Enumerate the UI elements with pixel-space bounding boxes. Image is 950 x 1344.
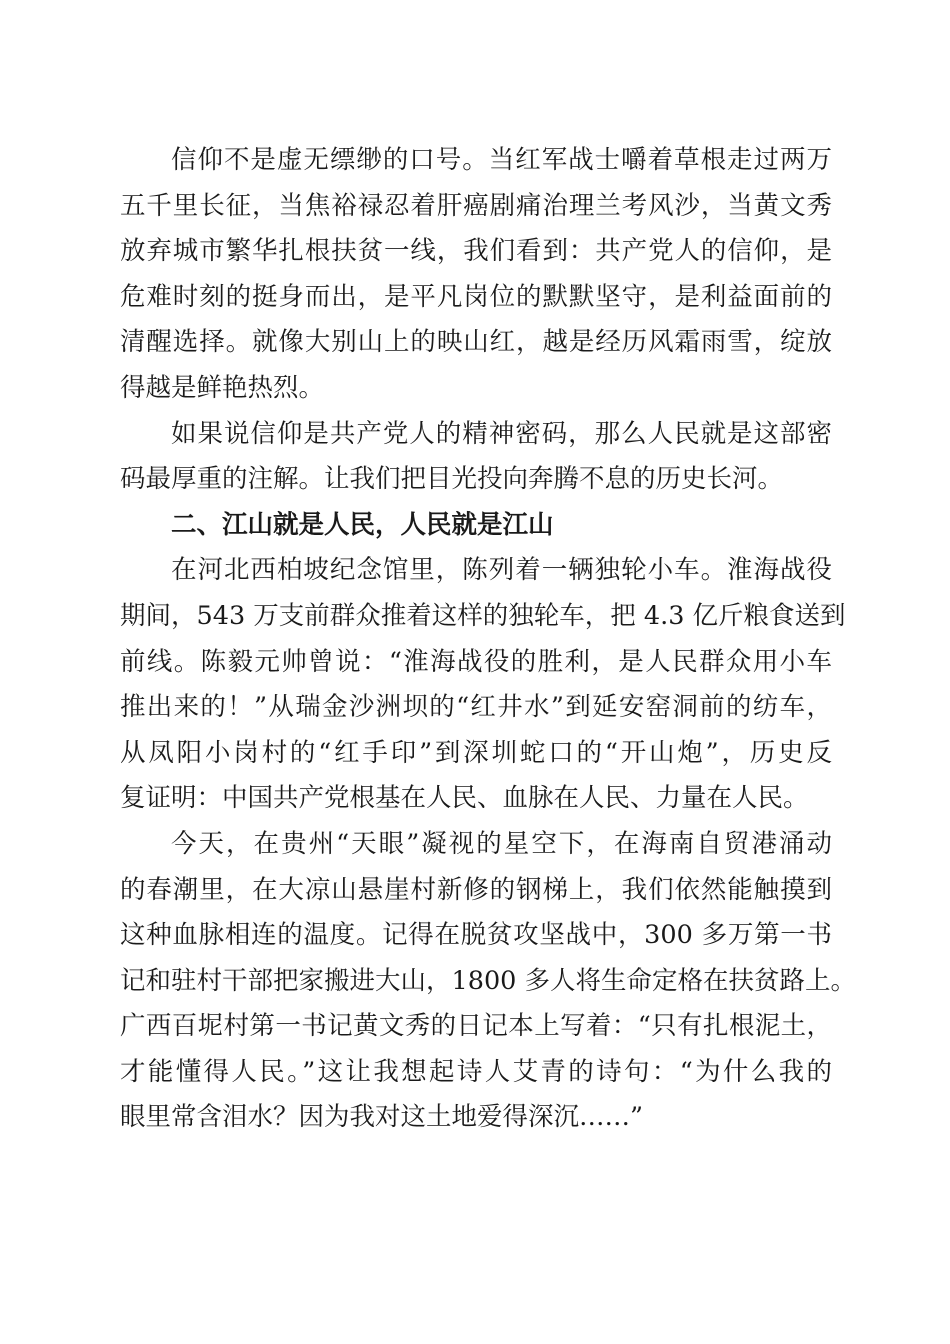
section-heading: 二、江山就是人民，人民就是江山 (171, 509, 554, 540)
paragraph-line: 前线。陈毅元帅曾说：“淮海战役的胜利，是人民群众用小车 (120, 646, 832, 677)
paragraph-line: 信仰不是虚无缥缈的口号。当红军战士嚼着草根走过两万 (171, 145, 832, 175)
paragraph-line: 才能懂得人民。”这让我想起诗人艾青的诗句：“为什么我的 (120, 1056, 832, 1087)
paragraph-line: 如果说信仰是共产党人的精神密码，那么人民就是这部密 (171, 418, 832, 449)
paragraph-line: 在河北西柏坡纪念馆里，陈列着一辆独轮小车。淮海战役 (171, 555, 832, 586)
paragraph-line: 眼里常含泪水？因为我对这土地爱得深沉……” (120, 1102, 644, 1133)
paragraph-line: 码最厚重的注解。让我们把目光投向奔腾不息的历史长河。 (120, 464, 784, 495)
paragraph-line: 危难时刻的挺身而出，是平凡岗位的默默坚守，是利益面前的 (120, 281, 832, 312)
paragraph-line: 期间，543 万支前群众推着这样的独轮车，把 4.3 亿斤粮食送到 (120, 600, 846, 631)
paragraph-line: 这种血脉相连的温度。记得在脱贫攻坚战中，300 多万第一书 (120, 920, 832, 951)
paragraph-line: 五千里长征，当焦裕禄忍着肝癌剧痛治理兰考风沙，当黄文秀 (120, 190, 832, 221)
paragraph-line: 得越是鲜艳热烈。 (120, 372, 325, 403)
document-body (120, 138, 857, 1141)
paragraph-line: 从凤阳小岗村的“红手印”到深圳蛇口的“开山炮”，历史反 (120, 737, 832, 768)
paragraph-line: 推出来的！”从瑞金沙洲坝的“红井水”到延安窑洞前的纺车， (120, 692, 832, 723)
paragraph-line: 清醒选择。就像大别山上的映山红，越是经历风霜雨雪，绽放 (120, 327, 832, 358)
paragraph-line: 广西百坭村第一书记黄文秀的日记本上写着：“只有扎根泥土， (120, 1011, 832, 1042)
paragraph-line: 今天，在贵州“天眼”凝视的星空下，在海南自贸港涌动 (171, 828, 832, 859)
paragraph-line: 复证明：中国共产党根基在人民、血脉在人民、力量在人民。 (120, 783, 809, 814)
paragraph-line: 的春潮里，在大凉山悬崖村新修的钢梯上，我们依然能触摸到 (120, 874, 832, 905)
paragraph-line: 放弃城市繁华扎根扶贫一线，我们看到：共产党人的信仰，是 (120, 236, 832, 267)
paragraph-line: 记和驻村干部把家搬进大山，1800 多人将生命定格在扶贫路上。 (120, 965, 857, 996)
